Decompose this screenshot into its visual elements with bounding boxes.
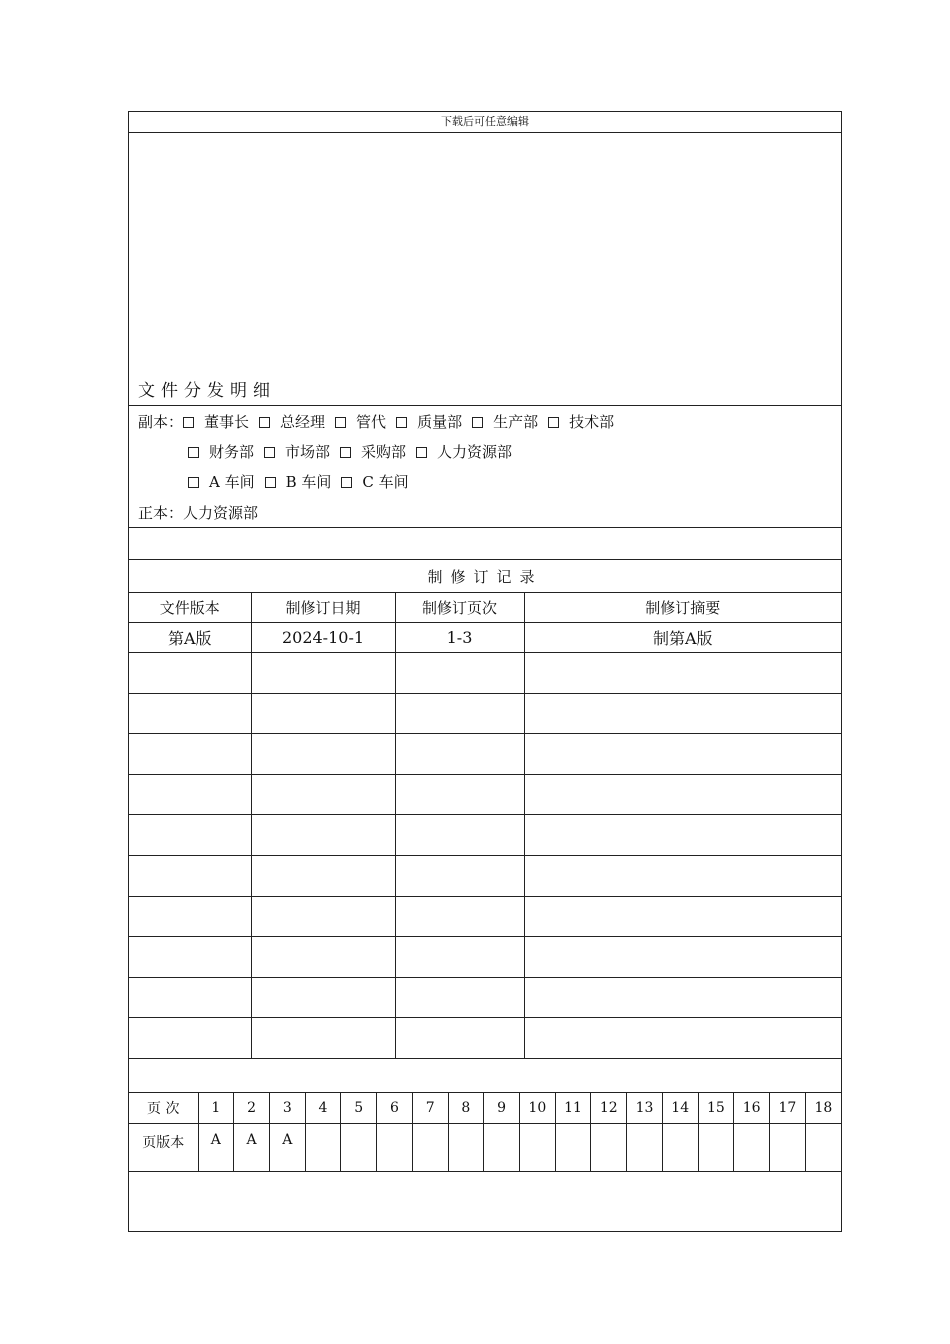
page-cell: 10	[519, 1093, 555, 1124]
revision-cell: 第A版	[129, 623, 251, 653]
checkbox-label: 董事长	[204, 413, 250, 431]
checkbox-label: 生产部	[493, 413, 539, 431]
page-cell	[698, 1124, 734, 1172]
revision-column-header: 制修订摘要	[524, 593, 841, 623]
table-row	[129, 937, 841, 978]
checkbox-label: 总经理	[280, 413, 326, 431]
page-cell: 8	[448, 1093, 484, 1124]
revision-empty-cell	[395, 896, 524, 937]
page-cell: 9	[484, 1093, 520, 1124]
distribution-checkbox-item[interactable]	[416, 443, 512, 461]
revision-empty-cell	[251, 896, 395, 937]
table-row	[129, 855, 841, 896]
page-cell	[734, 1124, 770, 1172]
revision-empty-cell	[524, 1018, 841, 1059]
revision-column-header: 制修订日期	[251, 593, 395, 623]
checkbox-icon[interactable]	[335, 417, 346, 428]
revision-empty-cell	[524, 815, 841, 856]
revision-empty-cell	[395, 774, 524, 815]
divider	[129, 132, 841, 133]
revision-empty-cell	[251, 693, 395, 734]
revision-empty-cell	[251, 815, 395, 856]
revision-empty-cell	[129, 855, 251, 896]
page-cell: 5	[341, 1093, 377, 1124]
page-cell: 16	[734, 1093, 770, 1124]
distribution-checkbox-item[interactable]	[188, 473, 255, 491]
revision-empty-cell	[129, 693, 251, 734]
checkbox-icon[interactable]	[548, 417, 559, 428]
revision-empty-cell	[395, 815, 524, 856]
original-value: 人力资源部	[183, 504, 259, 522]
revision-empty-cell	[129, 937, 251, 978]
page-cell	[805, 1124, 841, 1172]
revision-column-header: 文件版本	[129, 593, 251, 623]
page-cell: A	[198, 1124, 234, 1172]
revision-empty-cell	[129, 734, 251, 775]
revision-empty-cell	[524, 774, 841, 815]
page-cell	[627, 1124, 663, 1172]
revision-empty-cell	[524, 734, 841, 775]
distribution-checkbox-item[interactable]	[265, 473, 332, 491]
divider	[129, 405, 841, 406]
revision-empty-cell	[395, 693, 524, 734]
checkbox-label: B 车间	[285, 473, 332, 491]
revision-empty-cell	[395, 937, 524, 978]
checkbox-icon[interactable]	[188, 447, 199, 458]
page-cell: 3	[269, 1093, 305, 1124]
page-cell: 4	[305, 1093, 341, 1124]
checkbox-label: 质量部	[417, 413, 463, 431]
distribution-checkbox-item[interactable]	[548, 413, 614, 431]
checkbox-label: 人力资源部	[437, 443, 513, 461]
table-row	[129, 734, 841, 775]
page-cell	[448, 1124, 484, 1172]
revision-empty-cell	[395, 855, 524, 896]
distribution-checkbox-item[interactable]	[264, 443, 330, 461]
revision-cell: 1-3	[395, 623, 524, 653]
revision-empty-cell	[129, 815, 251, 856]
page-cell: 15	[698, 1093, 734, 1124]
page-cell: A	[234, 1124, 270, 1172]
revision-empty-cell	[524, 693, 841, 734]
revision-column-header: 制修订页次	[395, 593, 524, 623]
checkbox-icon[interactable]	[416, 447, 427, 458]
page-cell	[377, 1124, 413, 1172]
original-label: 正本：	[138, 504, 184, 522]
revision-empty-cell	[395, 1018, 524, 1059]
divider	[129, 527, 841, 528]
page-cell	[412, 1124, 448, 1172]
revision-empty-cell	[129, 774, 251, 815]
copy-row-2	[188, 441, 532, 462]
revision-title: 制修订记录	[427, 568, 543, 586]
revision-empty-cell	[395, 734, 524, 775]
table-row	[129, 896, 841, 937]
revision-empty-cell	[129, 653, 251, 694]
page-cell: 13	[627, 1093, 663, 1124]
revision-empty-cell	[524, 937, 841, 978]
distribution-checkbox-item[interactable]	[396, 413, 462, 431]
page-cell	[305, 1124, 341, 1172]
checkbox-label: A 车间	[209, 473, 255, 491]
page-row-label: 页版本	[129, 1124, 198, 1172]
revision-empty-cell	[524, 977, 841, 1018]
page-number-row	[129, 1093, 841, 1124]
checkbox-icon[interactable]	[183, 417, 194, 428]
checkbox-icon[interactable]	[341, 477, 352, 488]
revision-empty-cell	[251, 734, 395, 775]
checkbox-label: C 车间	[362, 473, 409, 491]
page-cell: 7	[412, 1093, 448, 1124]
table-row	[129, 1018, 841, 1059]
checkbox-label: 财务部	[209, 443, 255, 461]
revision-empty-cell	[251, 1018, 395, 1059]
checkbox-icon[interactable]	[188, 477, 199, 488]
revision-empty-cell	[395, 977, 524, 1018]
page-cell: 1	[198, 1093, 234, 1124]
checkbox-label: 采购部	[361, 443, 407, 461]
revision-empty-cell	[251, 774, 395, 815]
page-cell	[555, 1124, 591, 1172]
copy-row-3	[188, 471, 429, 492]
table-row	[129, 653, 841, 694]
revision-empty-cell	[251, 937, 395, 978]
checkbox-label: 市场部	[285, 443, 331, 461]
header-note: 下载后可任意编辑	[441, 115, 529, 128]
distribution-checkbox-item[interactable]	[183, 413, 249, 431]
page-version-row	[129, 1124, 841, 1172]
table-row	[129, 977, 841, 1018]
page-cell: A	[269, 1124, 305, 1172]
revision-empty-cell	[129, 896, 251, 937]
revision-empty-cell	[251, 977, 395, 1018]
checkbox-icon[interactable]	[396, 417, 407, 428]
distribution-checkbox-item[interactable]	[341, 473, 408, 491]
copy-row-1	[138, 411, 634, 432]
revision-header-row	[129, 593, 841, 623]
revision-table	[129, 592, 841, 1059]
page-row-label: 页 次	[129, 1093, 198, 1124]
page-cell: 11	[555, 1093, 591, 1124]
checkbox-label: 技术部	[569, 413, 615, 431]
revision-empty-cell	[129, 1018, 251, 1059]
page-cell: 14	[662, 1093, 698, 1124]
revision-cell: 制第A版	[524, 623, 841, 653]
checkbox-icon[interactable]	[472, 417, 483, 428]
page-cell: 12	[591, 1093, 627, 1124]
document-frame	[128, 111, 842, 1232]
distribution-checkbox-item[interactable]	[259, 413, 325, 431]
checkbox-icon[interactable]	[265, 477, 276, 488]
page-cell: 6	[377, 1093, 413, 1124]
revision-empty-cell	[395, 653, 524, 694]
revision-empty-cell	[251, 653, 395, 694]
divider	[129, 559, 841, 560]
table-row	[129, 815, 841, 856]
checkbox-icon[interactable]	[259, 417, 270, 428]
checkbox-icon[interactable]	[340, 447, 351, 458]
original-row	[138, 502, 258, 523]
distribution-title: 文件分发明细	[138, 381, 276, 401]
page-cell: 2	[234, 1093, 270, 1124]
revision-empty-cell	[524, 653, 841, 694]
page-cell	[662, 1124, 698, 1172]
distribution-checkbox-item[interactable]	[188, 443, 254, 461]
revision-cell: 2024-10-1	[251, 623, 395, 653]
table-row	[129, 693, 841, 734]
revision-empty-cell	[524, 896, 841, 937]
revision-empty-cell	[524, 855, 841, 896]
page-cell: 18	[805, 1093, 841, 1124]
table-row	[129, 623, 841, 653]
revision-empty-cell	[251, 855, 395, 896]
page-cell	[770, 1124, 806, 1172]
distribution-checkbox-item[interactable]	[335, 413, 386, 431]
page-cell	[341, 1124, 377, 1172]
checkbox-label: 管代	[356, 413, 387, 431]
page-cell	[519, 1124, 555, 1172]
page-cell	[484, 1124, 520, 1172]
page-cell	[591, 1124, 627, 1172]
page-cell: 17	[770, 1093, 806, 1124]
revision-empty-cell	[129, 977, 251, 1018]
distribution-checkbox-item[interactable]	[472, 413, 538, 431]
distribution-checkbox-item[interactable]	[340, 443, 406, 461]
checkbox-icon[interactable]	[264, 447, 275, 458]
page-version-table	[129, 1092, 841, 1172]
copy-label: 副本：	[138, 413, 184, 431]
table-row	[129, 774, 841, 815]
